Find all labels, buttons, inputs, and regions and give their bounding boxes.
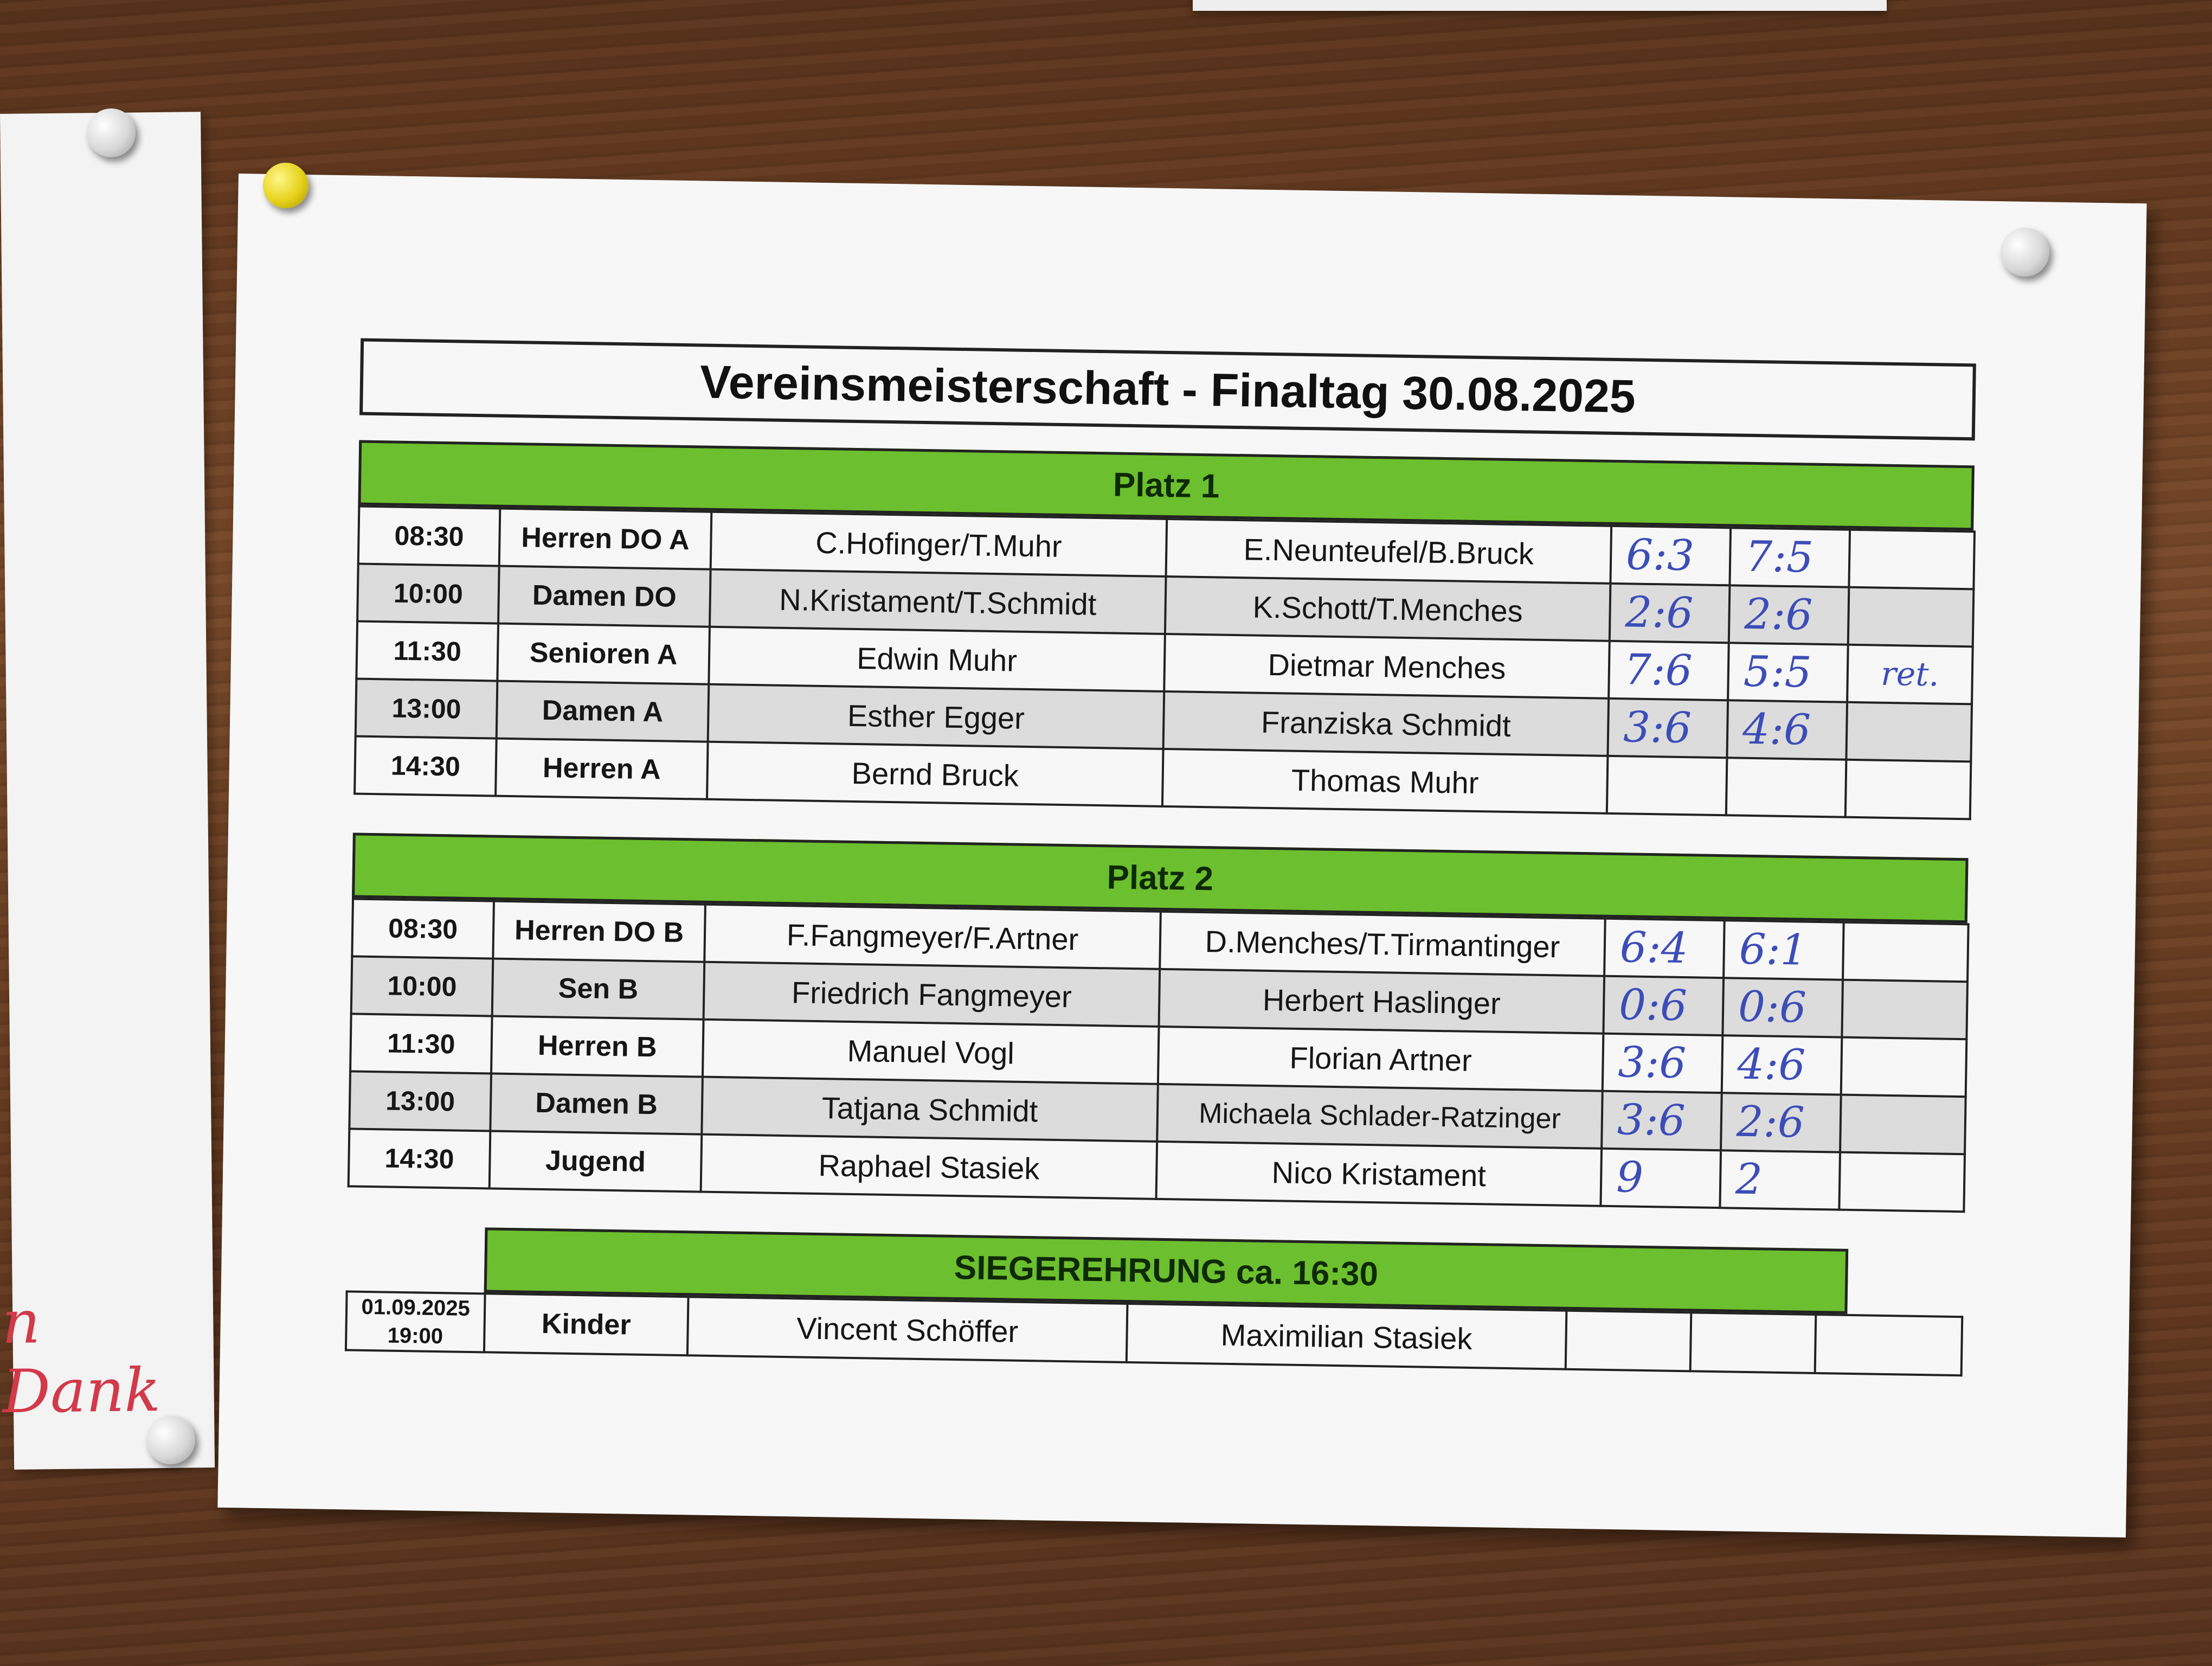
note-cell <box>1848 587 1974 647</box>
set1-score: 6:3 <box>1610 526 1731 585</box>
platz1-header: Platz 1 <box>358 440 1975 531</box>
category-cell: Herren A <box>496 739 708 799</box>
player1-cell: F.Fangmeyer/F.Artner <box>704 905 1161 969</box>
time-cell: 11:30 <box>356 621 498 681</box>
note-cell <box>1846 760 1971 819</box>
note-cell <box>1839 1152 1965 1212</box>
pushpin-icon <box>87 108 136 157</box>
set2-score <box>1726 758 1847 817</box>
set2-score: 7:5 <box>1729 528 1850 587</box>
schedule-sheet <box>217 174 2146 1537</box>
page-title: Vereinsmeisterschaft - Finaltag 30.08.2025 <box>359 338 1976 441</box>
time-cell: 14:30 <box>349 1129 491 1188</box>
set1-score <box>1607 756 1727 815</box>
set2-score: 2:6 <box>1721 1093 1841 1152</box>
player2-cell: E.Neunteufel/B.Bruck <box>1166 519 1612 584</box>
time-cell: 10:00 <box>351 956 493 1016</box>
note-cell <box>1846 702 1972 762</box>
platz1-table <box>353 505 1976 821</box>
player1-cell: Bernd Bruck <box>707 742 1163 806</box>
empty-cell <box>1690 1312 1816 1373</box>
time-cell: 13:00 <box>349 1071 491 1131</box>
set1-score: 3:6 <box>1603 1034 1723 1093</box>
set2-score: 4:6 <box>1727 700 1847 759</box>
time-cell: 08:30 <box>352 899 494 958</box>
note-cell <box>1842 980 1967 1040</box>
set1-score: 2:6 <box>1610 584 1730 643</box>
time-cell: 14:30 <box>355 736 497 796</box>
platz1-section <box>353 440 1975 821</box>
note-cell: ret. <box>1847 645 1973 704</box>
category-cell: Herren DO A <box>499 509 712 569</box>
category-cell: Herren DO B <box>493 901 705 962</box>
set1-score: 3:6 <box>1602 1091 1722 1150</box>
category-cell: Herren B <box>491 1016 704 1077</box>
set1-score: 9 <box>1600 1149 1721 1208</box>
note-cell <box>1843 922 1969 982</box>
category-cell: Senioren A <box>497 624 710 684</box>
platz2-section <box>348 832 1969 1213</box>
top-paper-edge <box>1193 0 1887 11</box>
set2-score: 4:6 <box>1722 1035 1842 1094</box>
pushpin-icon <box>2001 228 2049 277</box>
set2-score: 0:6 <box>1722 978 1843 1037</box>
player2-cell: Maximilian Stasiek <box>1127 1304 1567 1369</box>
player2-cell: Nico Kristament <box>1156 1142 1602 1206</box>
player1-cell: Tatjana Schmidt <box>702 1077 1158 1142</box>
platz2-table <box>348 898 1970 1213</box>
category-cell: Damen DO <box>498 566 711 627</box>
set1-score: 6:4 <box>1604 919 1725 978</box>
empty-cell <box>1566 1311 1692 1372</box>
left-paper-sheet <box>0 112 215 1470</box>
set1-score: 0:6 <box>1603 976 1724 1035</box>
siegerehrung-header: SIEGEREHRUNG ca. 16:30 <box>484 1227 1849 1313</box>
siegerehrung-section <box>345 1225 1962 1376</box>
time-cell: 08:30 <box>358 507 500 566</box>
note-cell <box>1840 1095 1966 1155</box>
time-cell: 13:00 <box>356 679 498 739</box>
time-cell: 11:30 <box>350 1014 492 1073</box>
player2-cell: Dietmar Menches <box>1164 634 1610 699</box>
set2-score: 2 <box>1720 1150 1840 1209</box>
category-cell: Jugend <box>490 1131 702 1192</box>
pushpin-icon <box>146 1415 195 1464</box>
category-cell: Damen B <box>490 1074 703 1135</box>
player1-cell: Raphael Stasiek <box>701 1135 1158 1199</box>
player1-cell: C.Hofinger/T.Muhr <box>711 512 1167 576</box>
note-cell <box>1841 1037 1967 1097</box>
category-cell: Kinder <box>484 1293 689 1355</box>
set2-score: 5:5 <box>1728 643 1848 702</box>
player2-cell: Franziska Schmidt <box>1163 691 1609 756</box>
player1-cell: Manuel Vogl <box>703 1020 1159 1084</box>
set1-score: 7:6 <box>1609 641 1729 700</box>
player1-cell: Vincent Schöffer <box>687 1297 1128 1362</box>
player2-cell: Florian Artner <box>1158 1027 1604 1091</box>
player1-cell: Edwin Muhr <box>709 627 1165 691</box>
player1-cell: Esther Egger <box>708 684 1165 749</box>
player2-cell: K.Schott/T.Menches <box>1165 576 1611 641</box>
set2-score: 2:6 <box>1729 585 1849 644</box>
player1-cell: N.Kristament/T.Schmidt <box>710 569 1166 634</box>
set1-score: 3:6 <box>1607 699 1728 758</box>
time-cell: 10:00 <box>357 564 499 624</box>
left-sheet-handwriting: n Dank <box>1 1287 161 1427</box>
set2-score: 6:1 <box>1724 920 1844 979</box>
date-time-cell <box>346 1291 485 1352</box>
player2-cell: Herbert Haslinger <box>1159 969 1605 1034</box>
platz2-header: Platz 2 <box>352 832 1969 923</box>
schedule-content <box>344 338 1976 1415</box>
ceremony-time: 19:00 <box>387 1323 443 1349</box>
pushpin-icon <box>263 163 308 208</box>
note-cell <box>1849 530 1975 589</box>
category-cell: Sen B <box>492 959 705 1020</box>
player2-cell: Michaela Schlader-Ratzinger <box>1157 1084 1603 1149</box>
player1-cell: Friedrich Fangmeyer <box>704 962 1160 1027</box>
player2-cell: Thomas Muhr <box>1162 749 1608 813</box>
empty-cell <box>1815 1315 1963 1375</box>
ceremony-date: 01.09.2025 <box>361 1295 471 1321</box>
player2-cell: D.Menches/T.Tirmantinger <box>1160 912 1605 976</box>
category-cell: Damen A <box>497 681 709 742</box>
